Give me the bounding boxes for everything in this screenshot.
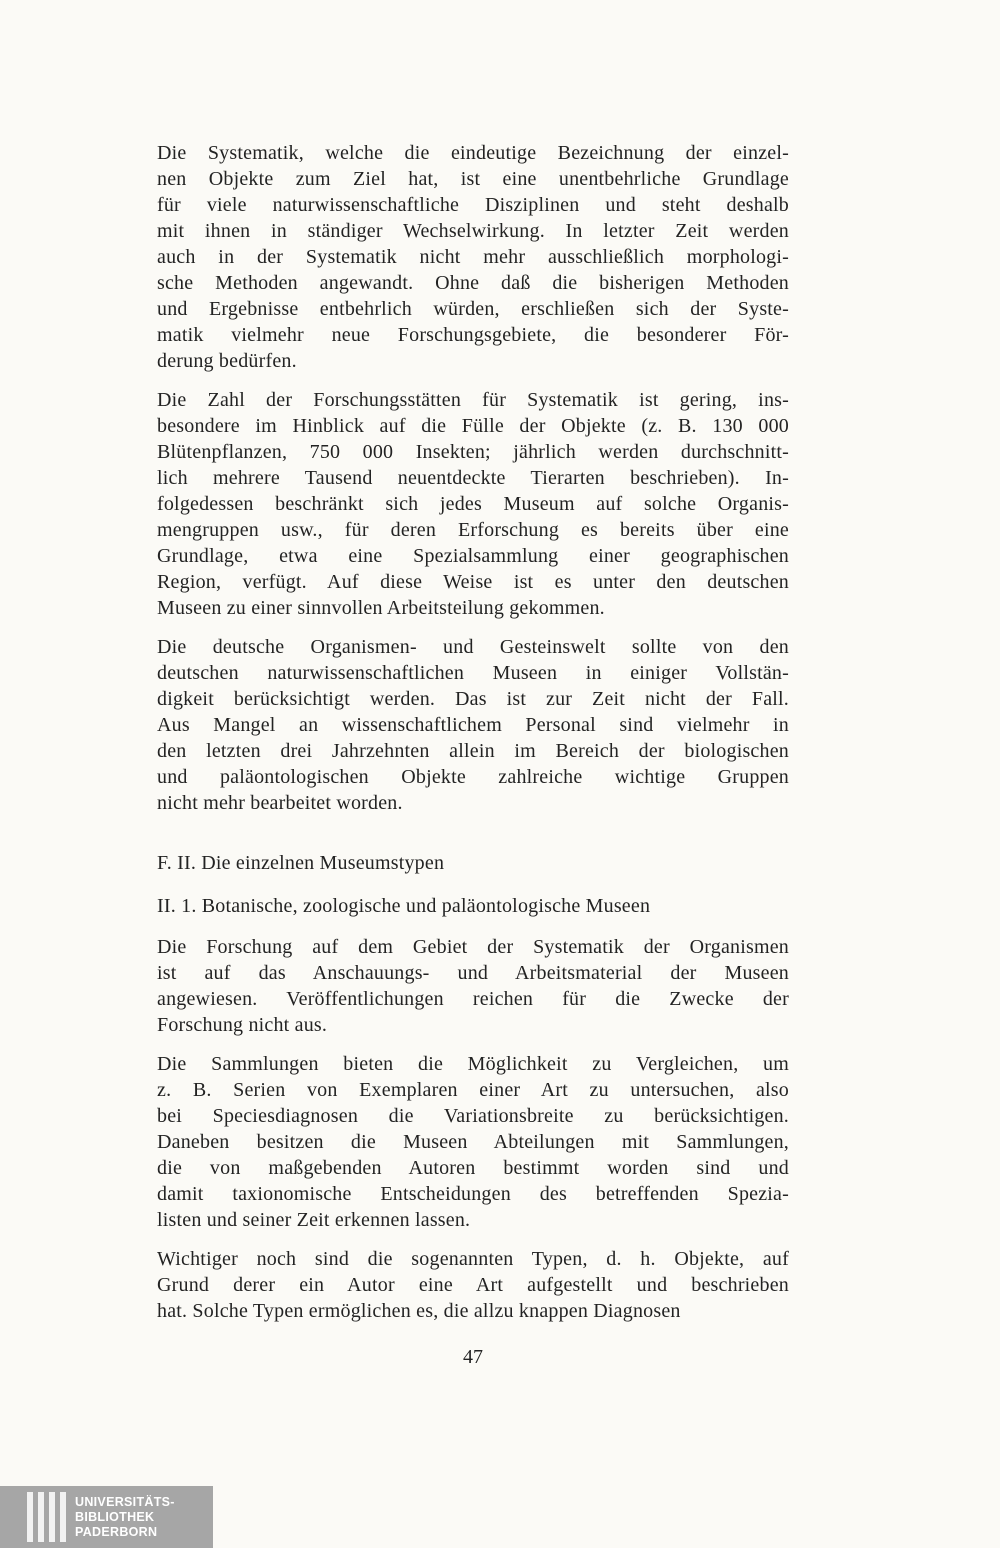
text-line: angewiesen. Veröffentlichungen reichen für die Zwecke der: [157, 988, 789, 1010]
paragraph: [157, 387, 789, 621]
text-line: Museen zu einer sinnvollen Arbeitsteilung gekommen.: [157, 597, 605, 619]
library-name-line: PADERBORN: [75, 1524, 158, 1539]
text-line: die von maßgebenden Autoren bestimmt worden sind und: [157, 1157, 789, 1179]
section-heading: [157, 893, 789, 919]
text-line: mengruppen usw., für deren Erforschung es bereits über eine: [157, 519, 789, 541]
text-line: nicht mehr bearbeitet worden.: [157, 792, 403, 814]
bar-glyph: [38, 1492, 44, 1542]
page-number: 47: [463, 1346, 483, 1368]
bar-glyph: [60, 1492, 66, 1542]
text-line: Die Zahl der Forschungsstätten für Systematik ist gering, ins-: [157, 389, 789, 411]
paragraph: [157, 1246, 789, 1324]
text-line: Grund derer ein Autor eine Art aufgestellt und beschrieben: [157, 1274, 789, 1296]
text-line: nen Objekte zum Ziel hat, ist eine unentbehrliche Grundlage: [157, 168, 789, 190]
text-line: Forschung nicht aus.: [157, 1014, 328, 1036]
library-name-line: BIBLIOTHEK: [75, 1509, 155, 1524]
bar-glyph: [27, 1492, 33, 1542]
text-line: lich mehrere Tausend neuentdeckte Tierarten beschrieben). In-: [157, 467, 789, 489]
text-line: mit ihnen in ständiger Wechselwirkung. In letzter Zeit werden: [157, 220, 789, 242]
text-line: Region, verfügt. Auf diese Weise ist es unter den deutschen: [157, 571, 789, 593]
text-line: auch in der Systematik nicht mehr ausschließlich morphologi-: [157, 246, 789, 268]
library-name-line: UNIVERSITÄTS-: [75, 1494, 175, 1509]
library-bars-icon: [27, 1492, 66, 1542]
text-line: Aus Mangel an wissenschaftlichem Personal sind vielmehr in: [157, 714, 789, 736]
text-line: und paläontologischen Objekte zahlreiche wichtige Gruppen: [157, 766, 789, 788]
text-line: Die Systematik, welche die eindeutige Bezeichnung der einzel-: [157, 142, 789, 164]
library-name: [75, 1495, 175, 1540]
text-line: für viele naturwissenschaftliche Disziplinen und steht deshalb: [157, 194, 789, 216]
text-line: Die deutsche Organismen- und Gesteinswelt sollte von den: [157, 636, 789, 658]
text-line: sche Methoden angewandt. Ohne daß die bisherigen Methoden: [157, 272, 789, 294]
text-line: II. 1. Botanische, zoologische und paläontologische Museen: [157, 895, 651, 917]
text-line: digkeit berücksichtigt werden. Das ist zur Zeit nicht der Fall.: [157, 688, 789, 710]
text-line: listen und seiner Zeit erkennen lassen.: [157, 1209, 471, 1231]
paragraph: [157, 934, 789, 1038]
text-line: z. B. Serien von Exemplaren einer Art zu untersuchen, also: [157, 1079, 789, 1101]
text-line: Blütenpflanzen, 750 000 Insekten; jährlich werden durchschnitt-: [157, 441, 789, 463]
paragraph: [157, 140, 789, 374]
text-line: und Ergebnisse entbehrlich würden, erschließen sich der Syste-: [157, 298, 789, 320]
text-line: besondere im Hinblick auf die Fülle der Objekte (z. B. 130 000: [157, 415, 789, 437]
text-line: derung bedürfen.: [157, 350, 297, 372]
text-line: den letzten drei Jahrzehnten allein im Bereich der biologischen: [157, 740, 789, 762]
text-line: Die Sammlungen bieten die Möglichkeit zu Vergleichen, um: [157, 1053, 789, 1075]
text-line: folgedessen beschränkt sich jedes Museum auf solche Organis-: [157, 493, 789, 515]
text-line: Grundlage, etwa eine Spezialsammlung einer geographischen: [157, 545, 789, 567]
text-line: matik vielmehr neue Forschungsgebiete, die besonderer För-: [157, 324, 789, 346]
bar-glyph: [49, 1492, 55, 1542]
text-line: Wichtiger noch sind die sogenannten Typen, d. h. Objekte, auf: [157, 1248, 789, 1270]
text-line: Die Forschung auf dem Gebiet der Systematik der Organismen: [157, 936, 789, 958]
paragraph: [157, 634, 789, 816]
text-column: [157, 140, 789, 1337]
text-line: Daneben besitzen die Museen Abteilungen mit Sammlungen,: [157, 1131, 789, 1153]
paragraph: [157, 1051, 789, 1233]
text-line: deutschen naturwissenschaftlichen Museen in einiger Vollstän-: [157, 662, 789, 684]
text-line: hat. Solche Typen ermöglichen es, die allzu knappen Diagnosen: [157, 1300, 681, 1322]
text-line: ist auf das Anschauungs- und Arbeitsmaterial der Museen: [157, 962, 789, 984]
library-watermark: [0, 1486, 213, 1548]
text-line: damit taxionomische Entscheidungen des betreffenden Spezia-: [157, 1183, 789, 1205]
section-heading: [157, 850, 789, 876]
text-line: F. II. Die einzelnen Museumstypen: [157, 852, 445, 874]
text-line: bei Speciesdiagnosen die Variationsbreite zu berücksichtigen.: [157, 1105, 789, 1127]
